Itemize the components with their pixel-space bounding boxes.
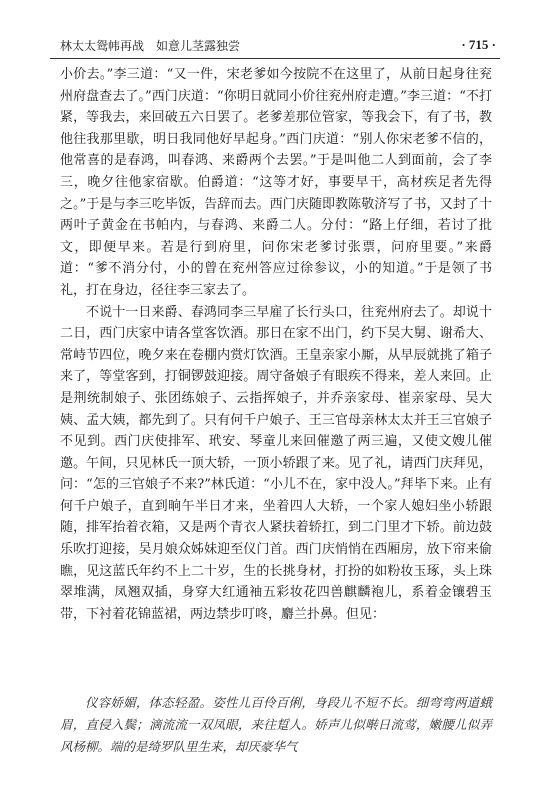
verse-text: 仪容娇媚，体态轻盈。姿性儿百伶百俐，身段儿不短不长。细弯弯两道蛾眉，直侵入鬓；滴流流一双凤眼，来往踅人。娇声儿似啭日流莺，嫩腰儿似弄风杨柳。端的是绮罗队里生来，却厌豪华气	[60, 695, 492, 754]
paragraph-1: 小价去。”李三道：“又一件，宋老爹如今按院不在这里了，从前日起身往兖州府盘查去了。”西门庆道：“你明日就同小价往兖州府走遭。”李三道：“不打紧，等我去，来回破五六日罢了。老爹差那位管家，等我会下，有了书，教他往我那里歇，明日我同他好早起身。”西门庆道：“别人你宋老爹不信的，他常喜的是春鸿，叫春鸿、来爵两个去罢。”于是叫他二人到面前，会了李三，晚夕往他家宿歇。伯爵道：“这等才好，事要早干，高材疾足者先得之。”于是与李三吃毕饭，告辞而去。西门庆随即教陈敬济写了书，又封了十两叶子黄金在书帕内，与春鸿、来爵二人。分付：“路上仔细，若讨了批文，即便早来。若是行到府里，问你宋老爹讨张票，问府里要。”来爵道：“爹不消分付，小的曾在兖州答应过徐参议，小的知道。”于是领了书礼，打在身边，径往李三家去了。	[60, 67, 492, 298]
running-header	[50, 32, 500, 59]
paragraph-2: 不说十一日来爵、春鸿同李三早雇了长行头口，往兖州府去了。却说十二日，西门庆家中请各堂客饮酒。那日在家不出门，约下吴大舅、谢希大、常峙节四位，晚夕来在卷棚内赏灯饮酒。王皇亲家小厮，从早辰就挑了箱子来了，等堂客到，打铜锣鼓迎接。周守备娘子有眼疾不得来，差人来回。止是荆统制娘子、张团练娘子、云指挥娘子，并乔亲家母、崔亲家母、吴大姨、孟大姨，都先到了。只有何千户娘子、王三官母亲林太太并王三官娘子不见到。西门庆使排军、玳安、琴童儿来回催邀了两三遍，又使文嫂儿催邀。午间，只见林氏一顶大轿，一顶小轿跟了来。见了礼，请西门庆拜见，问：“怎的三官娘子不来?”林氏道：“小儿不在，家中没人。”拜毕下来。止有何千户娘子，直到晌午半日才来，坐着四人大轿，一个家人媳妇坐小轿跟随，排军抬着衣箱，又是两个青衣人紧扶着轿扛，到二门里才下轿。前边鼓乐吹打迎接，吴月娘众姊妹迎至仪门首。西门庆悄悄在西厢房，放下帘来偷瞧，见这蓝氏年约不上二十岁，生的长挑身材，打扮的如粉妆玉琢，头上珠翠堆满，凤翘双插，身穿大红通袖五彩妆花四兽麒麟袍儿，系着金镶碧玉带，下衬着花锦蓝裙，两边禁步叮咚，麝兰扑鼻。但见：	[60, 304, 492, 622]
body-text	[60, 64, 492, 625]
verse-block	[60, 692, 492, 758]
chapter-title: 林太太鸳帏再战 如意儿茎露独尝	[60, 39, 241, 53]
page-number: · 715 ·	[461, 37, 496, 52]
